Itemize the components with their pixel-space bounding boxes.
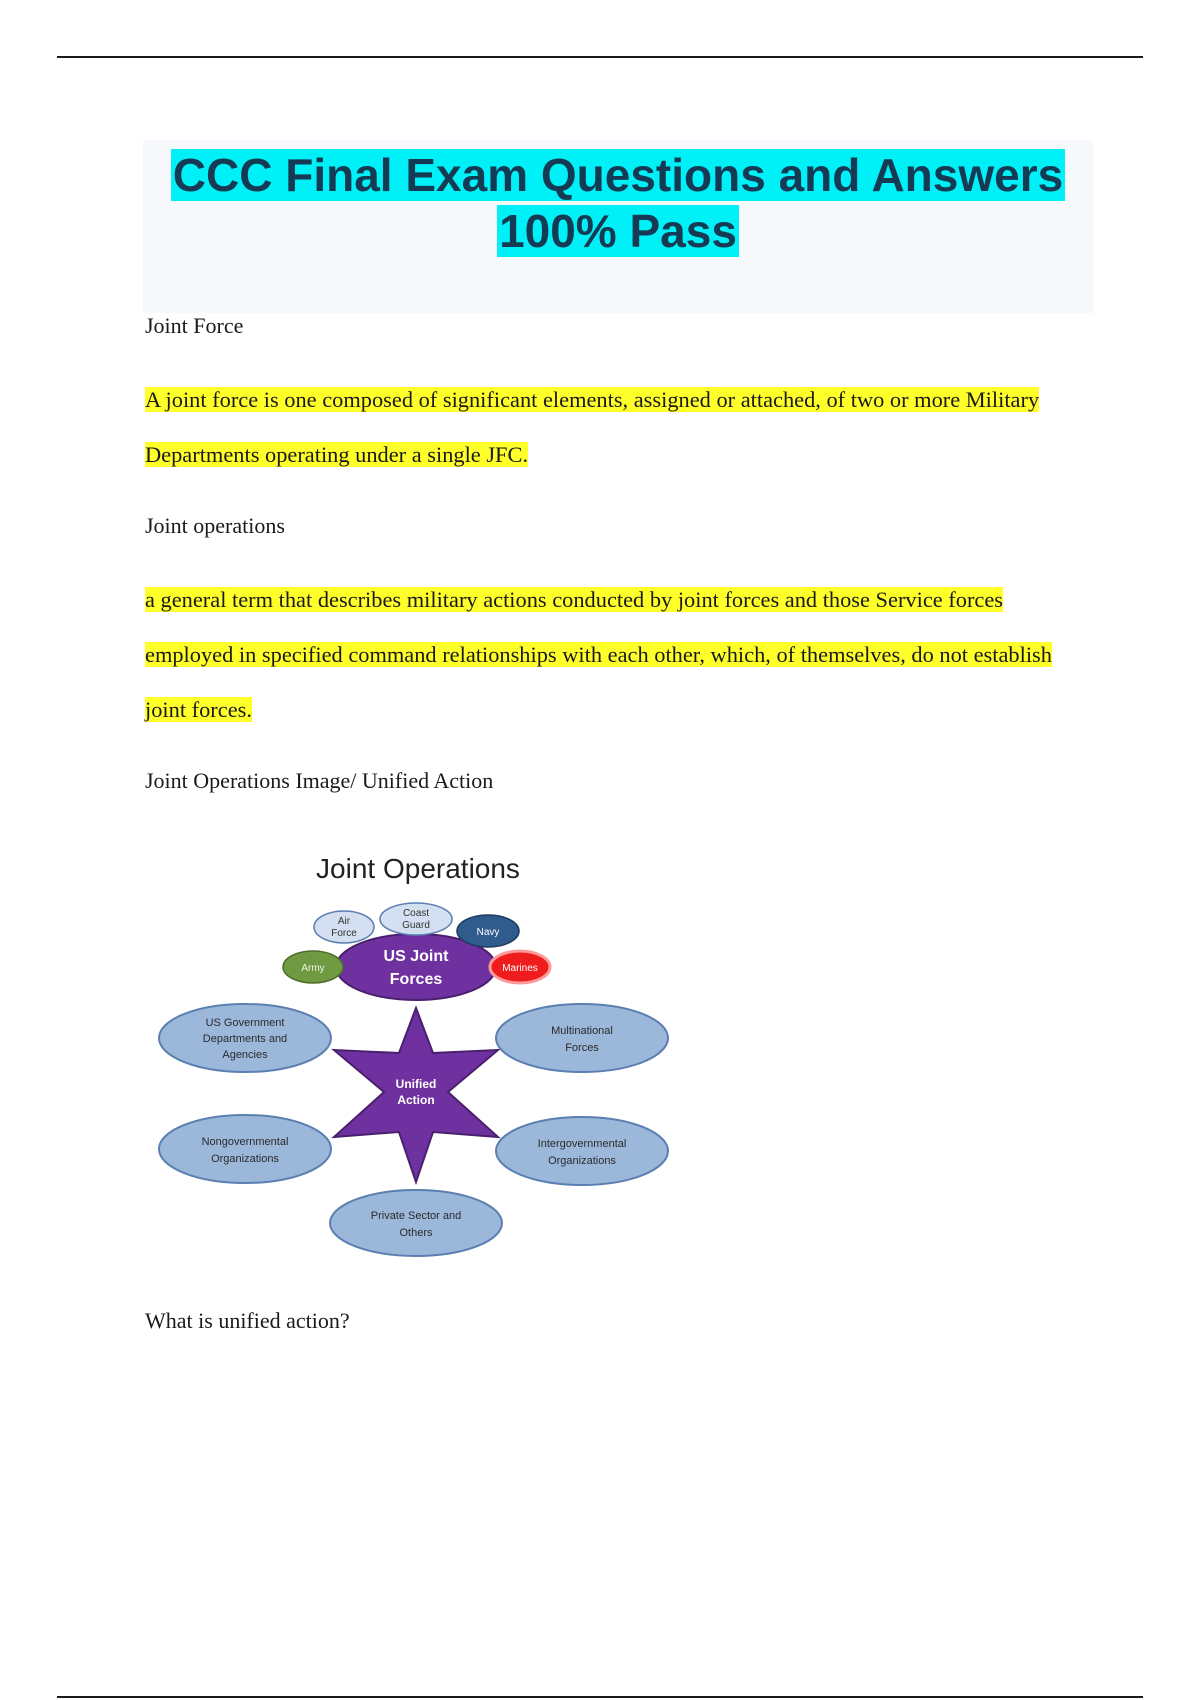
svg-text:Organizations: Organizations (211, 1153, 279, 1165)
svg-text:Multinational: Multinational (551, 1025, 613, 1037)
definition-joint-operations: a general term that describes military actions conducted by joint forces and those Service forces employed in specified command relationships with each other, which, of themselves, do not establish joint forces. (145, 587, 1052, 722)
svg-text:Intergovernmental: Intergovernmental (537, 1138, 627, 1150)
diagram-svg (150, 840, 680, 1260)
svg-text:Army: Army (301, 963, 325, 974)
definition-joint-force: A joint force is one composed of significant elements, assigned or attached, of two or more Military Departments operating under a single JFC. (145, 387, 1040, 467)
svg-text:Nongovernmental: Nongovernmental (201, 1136, 289, 1148)
term-joint-force: Joint Force (145, 313, 244, 338)
svg-text:Air: Air (337, 916, 351, 927)
header-rule (57, 56, 1143, 58)
partner-private-sector (330, 1190, 502, 1256)
svg-text:Organizations: Organizations (548, 1155, 616, 1167)
svg-text:Agencies: Agencies (222, 1049, 268, 1061)
question-unified-action: What is unified action? (145, 1308, 350, 1333)
title-banner (143, 140, 1093, 313)
svg-text:Others: Others (399, 1227, 433, 1239)
svg-text:US Government: US Government (205, 1017, 285, 1029)
footer-rule (57, 1696, 1143, 1698)
joint-operations-diagram (150, 840, 680, 1260)
document-title (143, 140, 1093, 259)
svg-text:Forces: Forces (565, 1042, 599, 1054)
svg-text:Private Sector and: Private Sector and (370, 1210, 462, 1222)
service-air-force (314, 911, 374, 943)
svg-text:Unified: Unified (395, 1077, 437, 1091)
service-coast-guard (380, 903, 452, 935)
svg-text:Navy: Navy (476, 927, 500, 938)
svg-text:US Joint: US Joint (383, 948, 449, 965)
service-navy (457, 915, 519, 947)
partner-us-government (159, 1004, 331, 1072)
svg-text:Coast: Coast (402, 908, 430, 919)
term-joint-operations: Joint operations (145, 513, 285, 538)
diagram-title: Joint Operations (316, 853, 520, 884)
partner-intergovernmental (496, 1117, 668, 1185)
partner-multinational-forces (496, 1004, 668, 1072)
svg-text:Guard: Guard (402, 920, 430, 931)
svg-text:Marines: Marines (502, 963, 538, 974)
service-marines (490, 951, 550, 983)
svg-text:Action: Action (397, 1093, 435, 1107)
svg-text:Forces: Forces (389, 971, 443, 988)
unified-action-star (334, 1008, 498, 1182)
svg-text:Departments and: Departments and (202, 1033, 288, 1045)
title-line-1: CCC Final Exam Questions and Answers (172, 149, 1064, 201)
term-unified-action-image: Joint Operations Image/ Unified Action (145, 768, 494, 793)
service-army (283, 951, 343, 983)
title-line-2: 100% Pass (499, 205, 737, 257)
svg-text:Force: Force (331, 928, 357, 939)
partner-nongovernmental (159, 1115, 331, 1183)
